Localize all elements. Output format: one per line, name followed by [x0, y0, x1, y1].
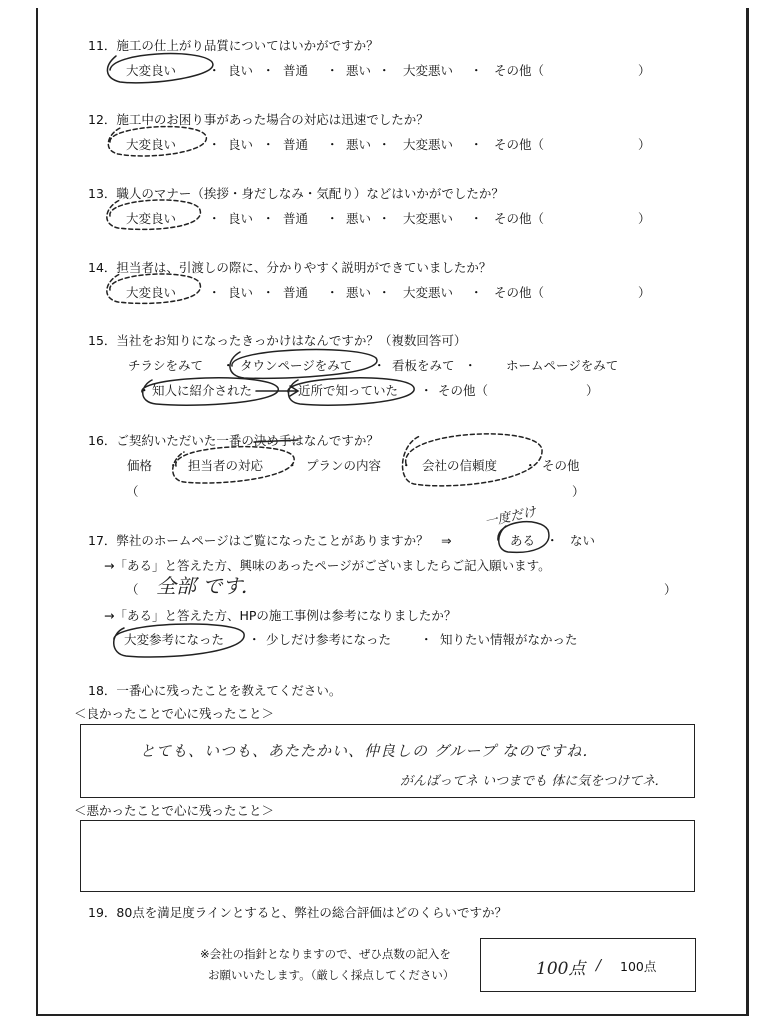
q13-paren-close: ）: [638, 211, 651, 226]
q15-opt-flyer[interactable]: チラシをみて: [128, 358, 204, 373]
q16-opt-plan[interactable]: プランの内容: [306, 458, 382, 473]
q12-opt-bad[interactable]: 悪い: [346, 137, 372, 152]
q16-staff-circle-mark: [173, 447, 294, 483]
q14-title: 14．担当者は、引渡しの際に、分かりやすく説明ができていましたか？: [88, 260, 492, 275]
q16-opt-other[interactable]: その他: [542, 458, 580, 473]
q15-opt-signboard[interactable]: 看板をみて: [392, 358, 455, 373]
q14-circle-mark: [107, 274, 201, 303]
q13-opt-bad[interactable]: 悪い: [346, 211, 372, 226]
q17-title: 17．弊社のホームページはご覧になったことがありますか？ ⇒: [88, 533, 452, 548]
q13-opt-normal[interactable]: 普通: [283, 211, 309, 226]
q17-yes-circle-mark: [498, 522, 549, 553]
q17-sub1-paren-open: （: [126, 582, 139, 597]
q17-opt-very-helpful[interactable]: 大変参考になった: [124, 632, 225, 647]
q16-opt-staff[interactable]: 担当者の対応: [188, 458, 264, 473]
q18-good-line2: がんばってネ いつまでも 体に気をつけてネ．: [400, 774, 668, 789]
q11-opt-other[interactable]: その他（: [494, 63, 545, 78]
q19-score-max: 100点: [620, 959, 657, 974]
q19-title: 19．80点を満足度ラインとすると、弊社の総合評価はどのくらいですか？: [88, 905, 507, 920]
q12-opt-very-good[interactable]: 大変良い: [126, 137, 177, 152]
q15-neighborhood-circle-mark: [288, 378, 414, 405]
q15-opt-acquaintance[interactable]: 知人に紹介された: [152, 383, 253, 398]
q15-opt-neighborhood[interactable]: 近所で知っていた: [298, 383, 399, 398]
q19-score-hand: 100点: [536, 959, 586, 979]
q14-opt-very-good[interactable]: 大変良い: [126, 285, 177, 300]
q16-opt-price[interactable]: 価格: [127, 458, 153, 473]
q17-opt-yes[interactable]: ある: [510, 533, 536, 548]
q14-opt-other[interactable]: その他（: [494, 285, 545, 300]
q17-sub1-answer: 全部 です．: [156, 574, 261, 598]
q17-handnote: 一度だけ: [483, 504, 538, 531]
q19-score-sep: /: [596, 956, 602, 974]
q11-title: 11．施工の仕上がり品質についてはいかがですか？: [88, 38, 379, 53]
q14-opt-normal[interactable]: 普通: [283, 285, 309, 300]
q14-paren-close: ）: [638, 285, 651, 300]
q12-opt-other[interactable]: その他（: [494, 137, 545, 152]
q16-paren-close: ）: [572, 484, 585, 499]
q12-opt-very-bad[interactable]: 大変悪い: [403, 137, 454, 152]
q17-opt-little-helpful[interactable]: 少しだけ参考になった: [266, 632, 392, 647]
q12-circle-mark: [108, 127, 206, 156]
q12-opt-good[interactable]: 良い: [228, 137, 254, 152]
q13-circle-mark: [107, 200, 201, 229]
q11-opt-normal[interactable]: 普通: [283, 63, 309, 78]
q13-opt-very-bad[interactable]: 大変悪い: [403, 211, 454, 226]
q12-opt-normal[interactable]: 普通: [283, 137, 309, 152]
q11-opt-very-bad[interactable]: 大変悪い: [403, 63, 454, 78]
q17-opt-no-info[interactable]: 知りたい情報がなかった: [440, 632, 578, 647]
q13-opt-other[interactable]: その他（: [494, 211, 545, 226]
q16-title: 16．ご契約いただいた一番の決め手はなんですか？: [88, 433, 379, 448]
q15-paren-close: ）: [586, 383, 599, 398]
q11-opt-bad[interactable]: 悪い: [346, 63, 372, 78]
q17-sub1: →「ある」と答えた方、興味のあったページがございましたらご記入願います。: [104, 558, 551, 573]
q13-title: 13．職人のマナー（挨拶・身だしなみ・気配り）などはいかがでしたか？: [88, 186, 504, 201]
q11-opt-very-good[interactable]: 大変良い: [126, 63, 177, 78]
q16-opt-trust[interactable]: 会社の信頼度: [422, 458, 498, 473]
q16-paren-open: （: [126, 484, 139, 499]
q15-townpage-circle-mark: [230, 350, 377, 379]
q17-sub1-paren-close: ）: [664, 582, 677, 597]
q18-title: 18．一番心に残ったことを教えてください。: [88, 683, 342, 698]
q15-opt-homepage[interactable]: ホームページをみて: [506, 358, 619, 373]
q19-note1: ※会社の指針となりますので、ぜひ点数の記入を: [200, 947, 451, 961]
q14-opt-very-bad[interactable]: 大変悪い: [403, 285, 454, 300]
q11-opt-good[interactable]: 良い: [228, 63, 254, 78]
q17-opt-no[interactable]: ない: [570, 533, 596, 548]
q13-opt-good[interactable]: 良い: [228, 211, 254, 226]
q13-opt-very-good[interactable]: 大変良い: [126, 211, 177, 226]
q18-bad-label: ＜悪かったことで心に残ったこと＞: [74, 803, 275, 818]
q11-circle-mark: [107, 54, 212, 83]
q14-opt-good[interactable]: 良い: [228, 285, 254, 300]
q15-opt-other[interactable]: その他（: [438, 383, 489, 398]
q14-opt-bad[interactable]: 悪い: [346, 285, 372, 300]
q18-good-line1: とても、いつも、あたたかい、仲良しの グループ なのですね．: [140, 742, 599, 760]
q15-title: 15．当社をお知りになったきっかけはなんですか？（複数回答可）: [88, 333, 467, 348]
q17-sub2: →「ある」と答えた方、HPの施工事例は参考になりましたか？: [104, 608, 457, 623]
q16-stroke-mark: [254, 440, 298, 442]
q17-sub2-circle-mark: [114, 624, 244, 657]
q11-paren-close: ）: [638, 63, 651, 78]
q16-trust-circle-mark: [403, 434, 543, 486]
q15-opt-townpage[interactable]: タウンページをみて: [240, 358, 353, 373]
q12-paren-close: ）: [638, 137, 651, 152]
q18-good-label: ＜良かったことで心に残ったこと＞: [74, 706, 275, 721]
q12-title: 12．施工中のお困り事があった場合の対応は迅速でしたか？: [88, 112, 429, 127]
q19-note2: お願いいたします。（厳しく採点してください）: [208, 968, 455, 982]
